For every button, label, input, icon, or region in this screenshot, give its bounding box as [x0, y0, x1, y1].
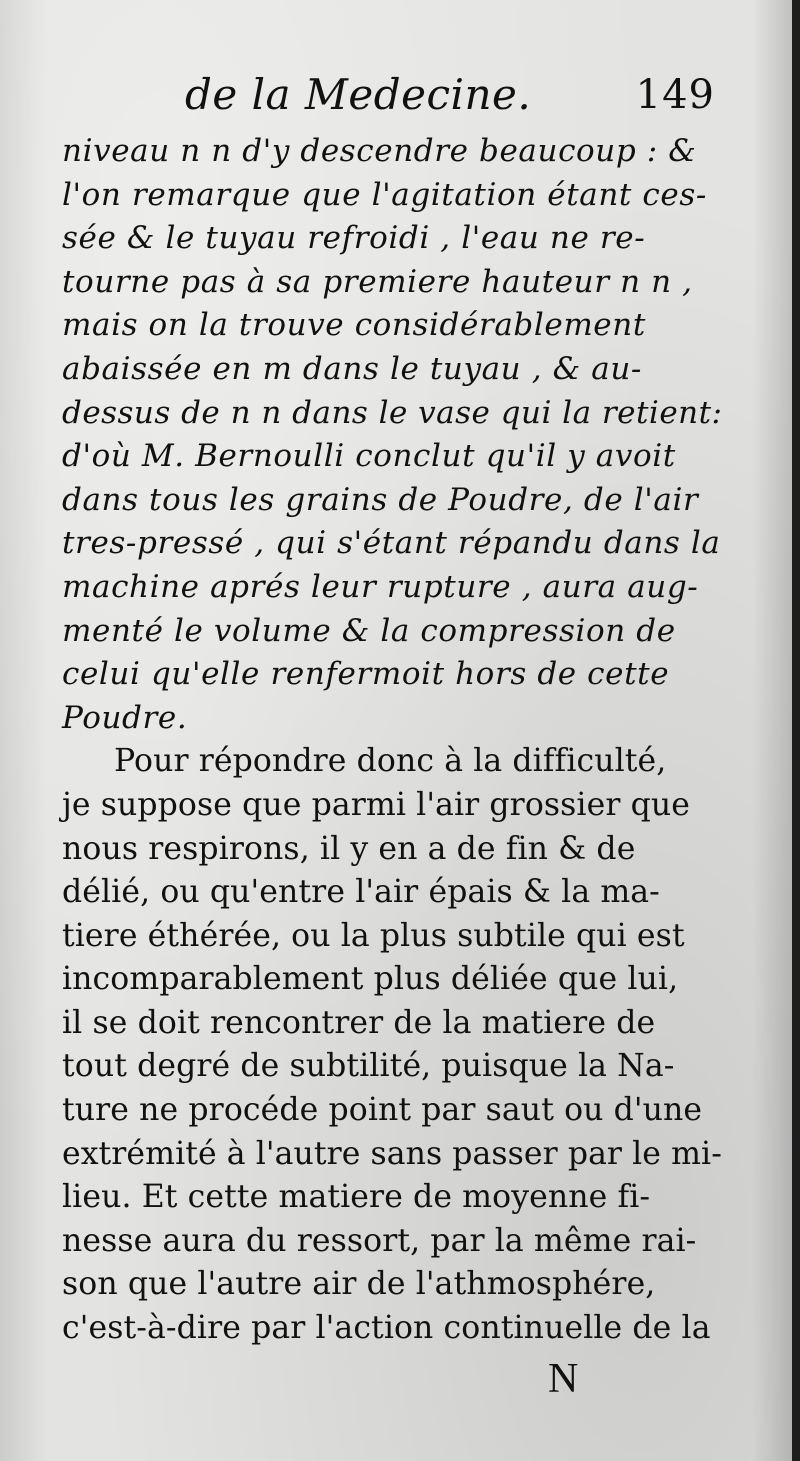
- text-line: nous respirons, il y en a de fin & de: [62, 830, 636, 867]
- running-title: de la Medecine.: [185, 70, 532, 119]
- text-line: sée & le tuyau refroidi , l'eau ne re-: [62, 220, 646, 257]
- text-line: je suppose que parmi l'air grossier que: [62, 786, 691, 823]
- page-body: [62, 130, 722, 1351]
- text-line: menté le volume & la compression de: [62, 612, 676, 649]
- text-line: abaissée en m dans le tuyau , & au-: [62, 350, 642, 387]
- text-line: c'est-à-dire par l'action continuelle de la: [62, 1310, 711, 1347]
- text-line: dessus de n n dans le vase qui la retient:: [62, 394, 723, 431]
- text-line: tres-pressé , qui s'étant répandu dans la: [62, 525, 721, 562]
- text-line: son que l'autre air de l'athmosphére,: [62, 1266, 656, 1303]
- text-line: l'on remarque que l'agitation étant ces-: [62, 176, 707, 213]
- text-line: incomparablement plus déliée que lui,: [62, 961, 679, 998]
- text-line: il se doit rencontrer de la matiere de: [62, 1004, 656, 1041]
- text-line: mais on la trouve considérablement: [62, 307, 646, 344]
- text-line: celui qu'elle renfermoit hors de cette: [62, 656, 670, 693]
- page-number: 149: [635, 72, 715, 118]
- text-line: extrémité à l'autre sans passer par le mi-: [62, 1135, 722, 1172]
- text-line: Pour répondre donc à la difficulté,: [114, 743, 667, 780]
- signature-mark: N: [548, 1356, 579, 1402]
- text-line: tout degré de subtilité, puisque la Na-: [62, 1048, 675, 1085]
- text-line: niveau n n d'y descendre beaucoup : &: [62, 133, 697, 169]
- text-line: ture ne procéde point par saut ou d'une: [62, 1092, 703, 1129]
- italic-paragraph: [62, 130, 722, 740]
- text-line: Poudre.: [62, 699, 188, 736]
- roman-paragraph: [62, 740, 722, 1350]
- text-line: dans tous les grains de Poudre, de l'air: [62, 481, 699, 518]
- page-header: [185, 70, 715, 122]
- text-line: machine aprés leur rupture , aura aug-: [62, 568, 699, 605]
- text-line: d'où M. Bernoulli conclut qu'il y avoit: [62, 438, 676, 475]
- text-line: nesse aura du ressort, par la même rai-: [62, 1222, 697, 1259]
- text-line: lieu. Et cette matiere de moyenne fi-: [62, 1179, 651, 1216]
- text-line: tiere éthérée, ou la plus subtile qui est: [62, 917, 685, 954]
- text-line: tourne pas à sa premiere hauteur n n ,: [62, 263, 693, 300]
- text-line: délié, ou qu'entre l'air épais & la ma-: [62, 874, 660, 911]
